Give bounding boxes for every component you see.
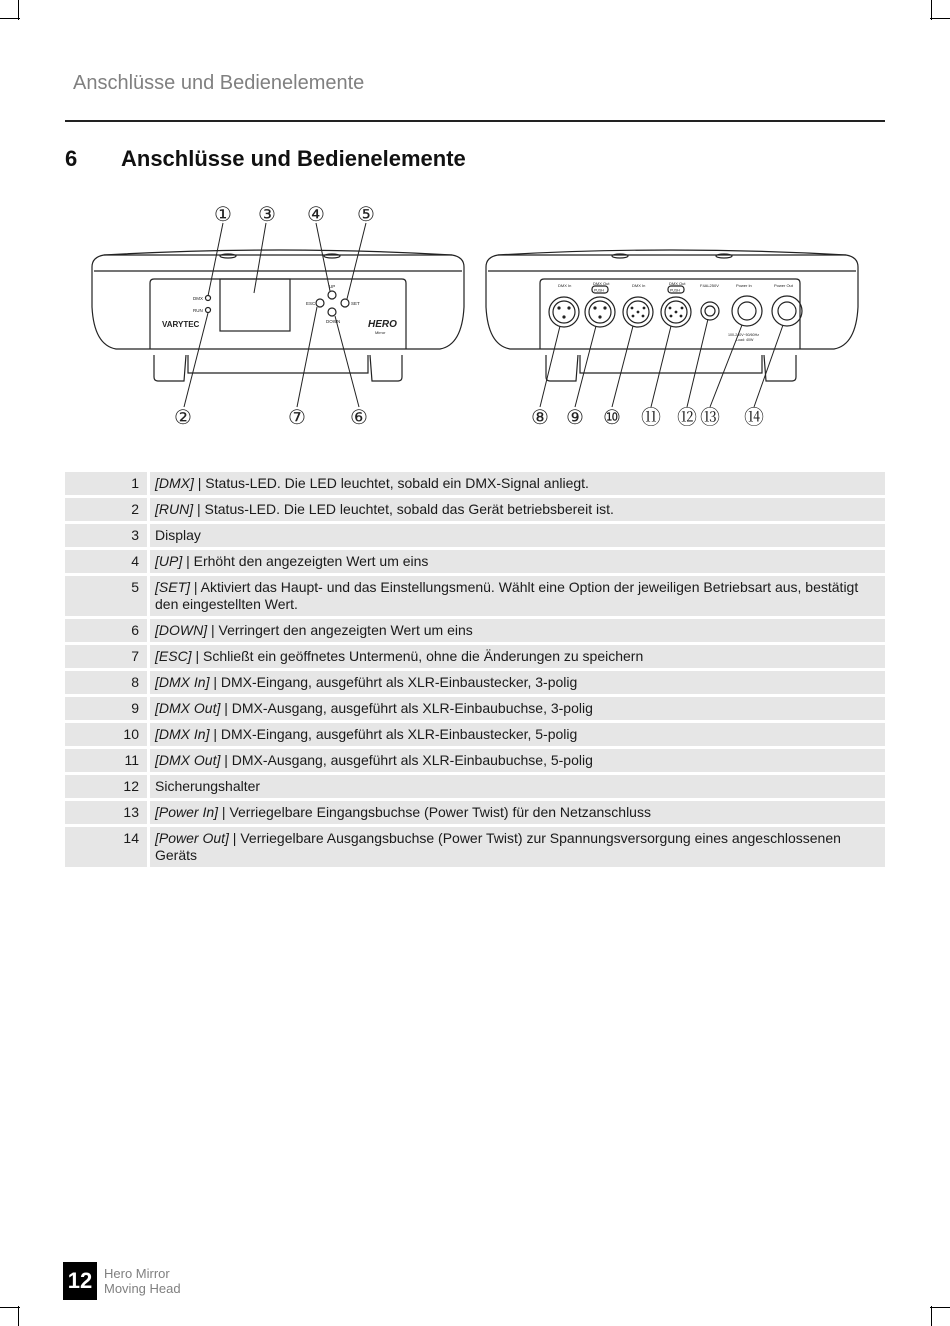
legend-table bbox=[65, 469, 885, 870]
front-label-set: SET bbox=[351, 301, 360, 306]
control-code: [DMX In] bbox=[155, 674, 210, 690]
row-description bbox=[150, 723, 885, 746]
row-description bbox=[150, 645, 885, 668]
callout-13: ⑬ bbox=[700, 405, 720, 429]
table-row bbox=[65, 619, 885, 642]
control-code: [DMX Out] bbox=[155, 700, 221, 716]
row-number: 3 bbox=[65, 524, 150, 547]
description-text: | DMX-Ausgang, ausgeführt als XLR-Einbaubuchse, 5-polig bbox=[220, 752, 593, 768]
chapter-title: Anschlüsse und Bedienelemente bbox=[121, 146, 466, 171]
crop-mark bbox=[930, 1307, 950, 1308]
page-number: 12 bbox=[63, 1262, 97, 1300]
crop-mark bbox=[930, 18, 950, 19]
description-text: | DMX-Ausgang, ausgeführt als XLR-Einbaubuchse, 3-polig bbox=[220, 700, 593, 716]
rear-label-dmx-out-5pin: DMX Out bbox=[669, 281, 686, 286]
crop-mark bbox=[18, 1306, 19, 1326]
description-text: | Aktiviert das Haupt- und das Einstellungsmenü. Wählt eine Option der jeweiligen Betriebsart aus, bestätigt den eingestellten Wert. bbox=[155, 579, 859, 612]
brand-logo: VARYTEC bbox=[162, 320, 200, 329]
callout-7: ⑦ bbox=[288, 405, 306, 429]
footer-product-name: Hero Mirror bbox=[104, 1266, 170, 1281]
callout-6: ⑥ bbox=[350, 405, 368, 429]
chapter-heading bbox=[65, 146, 466, 172]
callout-8: ⑧ bbox=[531, 405, 549, 429]
description-text: | DMX-Eingang, ausgeführt als XLR-Einbaustecker, 3-polig bbox=[209, 674, 578, 690]
table-row bbox=[65, 749, 885, 772]
control-code: [DMX Out] bbox=[155, 752, 221, 768]
rear-label-fuse: F4AL250V bbox=[700, 283, 719, 288]
callout-1: ① bbox=[214, 202, 232, 226]
row-description bbox=[150, 827, 885, 867]
running-head: Anschlüsse und Bedienelemente bbox=[73, 72, 365, 94]
front-view bbox=[92, 250, 464, 381]
front-label-run: RUN bbox=[193, 308, 203, 313]
callout-9: ⑨ bbox=[566, 405, 584, 429]
rear-label-push-2: PUSH bbox=[670, 288, 680, 293]
table-row bbox=[65, 827, 885, 867]
callout-5: ⑤ bbox=[357, 202, 375, 226]
callout-10: ⑩ bbox=[603, 405, 621, 429]
callout-4: ④ bbox=[307, 202, 325, 226]
row-number: 14 bbox=[65, 827, 150, 867]
row-description bbox=[150, 498, 885, 521]
control-code: [DMX] bbox=[155, 475, 194, 491]
callout-3: ③ bbox=[258, 202, 276, 226]
footer-product-type: Moving Head bbox=[104, 1281, 181, 1296]
callout-2: ② bbox=[174, 405, 192, 429]
description-text: | Verringert den angezeigten Wert um eins bbox=[207, 622, 473, 638]
table-row bbox=[65, 801, 885, 824]
front-label-down: DOWN bbox=[326, 319, 341, 324]
table-row bbox=[65, 775, 885, 798]
description-text: | Verriegelbare Ausgangsbuchse (Power Twist) zur Spannungsversorgung eines angeschlossenen Geräts bbox=[155, 830, 841, 863]
rear-label-dmx-in-5pin: DMX In bbox=[632, 283, 646, 288]
callout-14: ⑭ bbox=[744, 405, 764, 429]
rear-label-power-out: Power Out bbox=[774, 283, 793, 288]
rear-label-rating-load: Load: 40W bbox=[736, 338, 754, 342]
rear-label-push-1: PUSH bbox=[594, 288, 604, 293]
control-code: [DMX In] bbox=[155, 726, 210, 742]
front-label-esc: ESC bbox=[306, 301, 316, 306]
row-number: 7 bbox=[65, 645, 150, 668]
table-row bbox=[65, 671, 885, 694]
row-number: 6 bbox=[65, 619, 150, 642]
table-row bbox=[65, 723, 885, 746]
front-label-dmx: DMX bbox=[193, 296, 203, 301]
control-code: [RUN] bbox=[155, 501, 194, 517]
control-code: [DOWN] bbox=[155, 622, 208, 638]
control-code: [UP] bbox=[155, 553, 183, 569]
row-number: 2 bbox=[65, 498, 150, 521]
row-number: 9 bbox=[65, 697, 150, 720]
row-number: 12 bbox=[65, 775, 150, 798]
description-text: | Status-LED. Die LED leuchtet, sobald ein DMX-Signal anliegt. bbox=[193, 475, 589, 491]
row-number: 13 bbox=[65, 801, 150, 824]
callout-12: ⑫ bbox=[677, 405, 697, 429]
row-number: 5 bbox=[65, 576, 150, 616]
table-row bbox=[65, 645, 885, 668]
crop-mark bbox=[931, 1306, 932, 1326]
table-row bbox=[65, 472, 885, 495]
row-number: 1 bbox=[65, 472, 150, 495]
crop-mark bbox=[931, 0, 932, 20]
table-row bbox=[65, 498, 885, 521]
table-row bbox=[65, 550, 885, 573]
description-text: Sicherungshalter bbox=[155, 778, 261, 794]
row-description bbox=[150, 550, 885, 573]
control-code: [SET] bbox=[155, 579, 191, 595]
row-number: 10 bbox=[65, 723, 150, 746]
rear-label-power-in: Power In bbox=[736, 283, 752, 288]
chapter-number: 6 bbox=[65, 146, 78, 171]
model-logo: HERO bbox=[368, 319, 397, 330]
row-number: 4 bbox=[65, 550, 150, 573]
rear-label-dmx-in-3pin: DMX In bbox=[558, 283, 572, 288]
table-row bbox=[65, 576, 885, 616]
control-code: [Power Out] bbox=[155, 830, 229, 846]
row-number: 11 bbox=[65, 749, 150, 772]
rear-label-rating-voltage: 100-240V~50/60Hz bbox=[728, 333, 760, 337]
description-text: | DMX-Eingang, ausgeführt als XLR-Einbaustecker, 5-polig bbox=[209, 726, 578, 742]
crop-mark bbox=[0, 1307, 20, 1308]
description-text: Display bbox=[155, 527, 201, 543]
front-label-up: UP bbox=[329, 284, 336, 289]
row-description bbox=[150, 524, 885, 547]
crop-mark bbox=[0, 18, 20, 19]
description-text: | Status-LED. Die LED leuchtet, sobald das Gerät betriebsbereit ist. bbox=[193, 501, 614, 517]
row-description bbox=[150, 472, 885, 495]
description-text: | Verriegelbare Eingangsbuchse (Power Twist) für den Netzanschluss bbox=[218, 804, 651, 820]
row-number: 8 bbox=[65, 671, 150, 694]
control-code: [Power In] bbox=[155, 804, 219, 820]
row-description bbox=[150, 619, 885, 642]
rear-label-dmx-out-3pin: DMX Out bbox=[593, 281, 610, 286]
device-figure bbox=[80, 195, 870, 440]
row-description bbox=[150, 749, 885, 772]
control-code: [ESC] bbox=[155, 648, 192, 664]
description-text: | Schließt ein geöffnetes Untermenü, ohne die Änderungen zu speichern bbox=[191, 648, 644, 664]
row-description bbox=[150, 671, 885, 694]
table-row bbox=[65, 524, 885, 547]
model-logo-sub: Mirror bbox=[375, 330, 386, 335]
row-description bbox=[150, 576, 885, 616]
row-description bbox=[150, 775, 885, 798]
callout-11: ⑪ bbox=[641, 405, 661, 429]
description-text: | Erhöht den angezeigten Wert um eins bbox=[182, 553, 429, 569]
table-row bbox=[65, 697, 885, 720]
row-description bbox=[150, 697, 885, 720]
crop-mark bbox=[18, 0, 19, 20]
row-description bbox=[150, 801, 885, 824]
header-rule bbox=[65, 120, 885, 122]
